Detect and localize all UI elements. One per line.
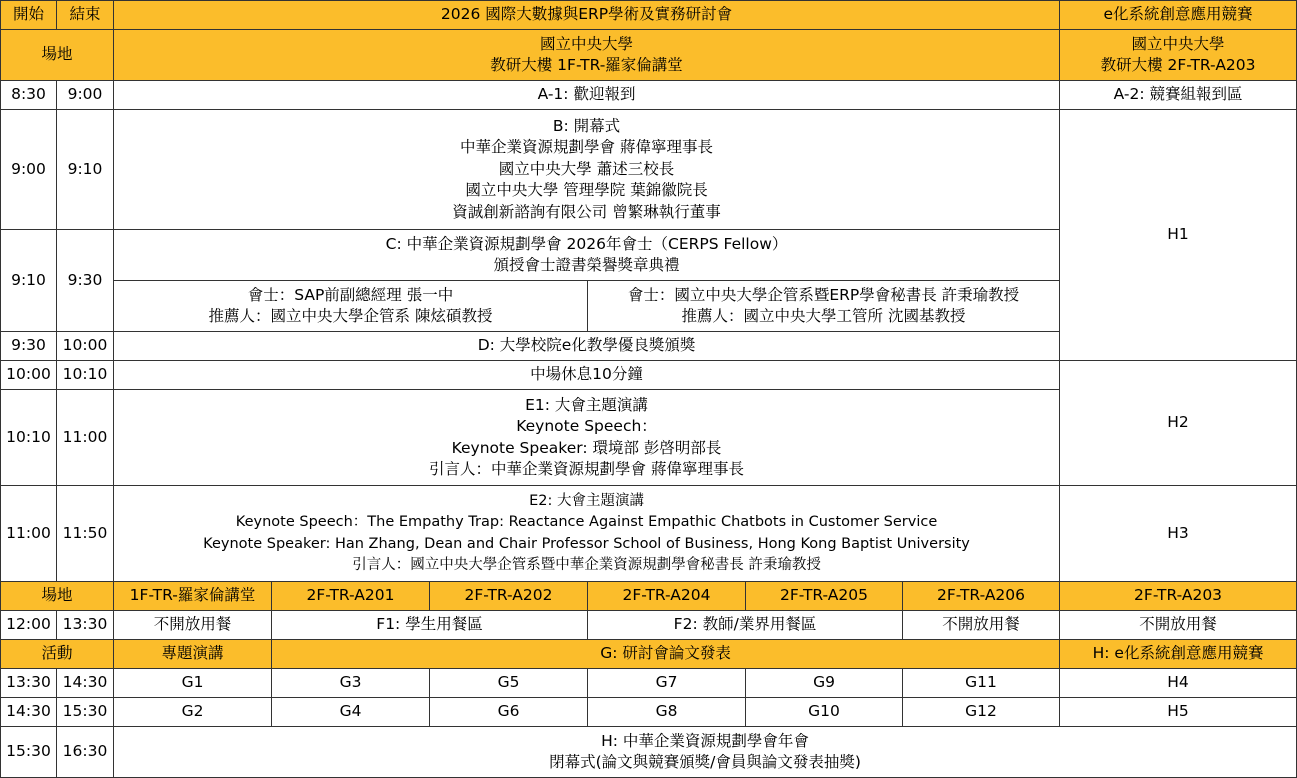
start-header: 開始 <box>1 1 57 30</box>
end-time: 9:10 <box>57 110 114 230</box>
faculty-lunch-area: F2: 教師/業界用餐區 <box>588 611 903 640</box>
keynote-e2-line: Keynote Speaker: Han Zhang, Dean and Chair Professor School of Business, Hong Kong Baptist University <box>203 535 970 552</box>
fellow-right-line: 會士：國立中央大學企管系暨ERP學會秘書長 許秉瑜教授 <box>627 285 1020 304</box>
end-header: 結束 <box>57 1 114 30</box>
opening-line: 國立中央大學 管理學院 葉錦徽院長 <box>465 181 708 200</box>
fellow-line: 頒授會士證書榮譽獎章典禮 <box>493 256 680 274</box>
start-time: 14:30 <box>1 698 57 727</box>
competition-h3: H3 <box>1060 486 1297 582</box>
start-time: 12:00 <box>1 611 57 640</box>
start-time: 15:30 <box>1 727 57 778</box>
room-cell: 2F-TR-A205 <box>746 582 903 611</box>
session-cell: G9 <box>746 669 903 698</box>
keynote-e1 <box>114 390 1060 486</box>
end-time: 14:30 <box>57 669 114 698</box>
session-b-row <box>1 110 1297 230</box>
session-cell: G4 <box>272 698 430 727</box>
session-a-row <box>1 81 1297 110</box>
keynote-e1-line: 引言人：中華企業資源規劃學會 蔣偉寧理事長 <box>429 460 744 478</box>
teaching-award: D: 大學校院e化教學優良獎頒獎 <box>114 332 1060 361</box>
side-venue-line: 教研大樓 2F-TR-A203 <box>1100 56 1256 74</box>
opening-line: 資誠創新諮詢有限公司 曾繁琳執行董事 <box>452 202 721 221</box>
opening-ceremony <box>114 110 1060 230</box>
closing-line: H: 中華企業資源規劃學會年會 <box>601 731 809 750</box>
end-time: 16:30 <box>57 727 114 778</box>
session-cell: G7 <box>588 669 746 698</box>
session-e2-row <box>1 486 1297 582</box>
session-cell: G8 <box>588 698 746 727</box>
main-venue-line: 國立中央大學 <box>540 34 634 53</box>
session-row <box>1 669 1297 698</box>
session-cell: G3 <box>272 669 430 698</box>
session-cell: G12 <box>903 698 1060 727</box>
activities-label: 活動 <box>1 640 114 669</box>
keynote-e1-line: Keynote Speech： <box>516 417 657 435</box>
end-time: 9:00 <box>57 81 114 110</box>
paper-session-label: G: 研討會論文發表 <box>272 640 1060 669</box>
fellow-left-line: 會士：SAP前副總經理 張一中 <box>247 285 454 304</box>
header-row <box>1 1 1297 30</box>
end-time: 9:30 <box>57 230 114 332</box>
opening-line: B: 開幕式 <box>552 116 621 135</box>
break-row <box>1 361 1297 390</box>
fellow-right <box>588 281 1060 332</box>
session-a1: A-1: 歡迎報到 <box>114 81 1060 110</box>
session-cell: G11 <box>903 669 1060 698</box>
competition-title: e化系統創意應用競賽 <box>1060 1 1297 30</box>
start-time: 10:00 <box>1 361 57 390</box>
opening-line: 中華企業資源規劃學會 蔣偉寧理事長 <box>460 138 713 157</box>
room-cell: 1F-TR-羅家倫講堂 <box>114 582 272 611</box>
fellow-right-line: 推薦人：國立中央大學工管所 沈國基教授 <box>681 307 966 325</box>
closing-ceremony <box>114 727 1297 778</box>
session-row <box>1 698 1297 727</box>
room-cell: 2F-TR-A204 <box>588 582 746 611</box>
venue-row <box>1 30 1297 81</box>
main-venue <box>114 30 1060 81</box>
end-time: 15:30 <box>57 698 114 727</box>
end-time: 10:10 <box>57 361 114 390</box>
side-venue <box>1060 30 1297 81</box>
keynote-e1-line: E1: 大會主題演講 <box>525 395 648 414</box>
session-cell: H5 <box>1060 698 1297 727</box>
lunch-row <box>1 611 1297 640</box>
session-a2: A-2: 競賽組報到區 <box>1060 81 1297 110</box>
end-time: 11:00 <box>57 390 114 486</box>
keynote-e2-line: Keynote Speech：The Empathy Trap: Reactance Against Empathic Chatbots in Customer Service <box>235 514 938 530</box>
break-session: 中場休息10分鐘 <box>114 361 1060 390</box>
room-cell: 2F-TR-A201 <box>272 582 430 611</box>
competition-h1: H1 <box>1060 110 1297 361</box>
start-time: 9:00 <box>1 110 57 230</box>
session-cell: G1 <box>114 669 272 698</box>
opening-line: 國立中央大學 蕭述三校長 <box>498 159 675 178</box>
keynote-e1-line: Keynote Speaker: 環境部 彭啓明部長 <box>451 438 722 457</box>
closing-line: 閉幕式(論文與競賽頒獎/會員與論文發表抽獎) <box>549 753 861 771</box>
venue-label: 場地 <box>1 30 114 81</box>
main-venue-line: 教研大樓 1F-TR-羅家倫講堂 <box>490 56 683 74</box>
session-cell: G2 <box>114 698 272 727</box>
start-time: 11:00 <box>1 486 57 582</box>
conference-title: 2026 國際大數據與ERP學術及實務研討會 <box>114 1 1060 30</box>
activities-row <box>1 640 1297 669</box>
rooms-label: 場地 <box>1 582 114 611</box>
fellow-ceremony <box>114 230 1060 281</box>
session-cell: G6 <box>430 698 588 727</box>
keynote-e2-line: 引言人：國立中央大學企管系暨中華企業資源規劃學會秘書長 許秉瑜教授 <box>352 557 821 573</box>
start-time: 13:30 <box>1 669 57 698</box>
keynote-e2-line: E2: 大會主題演講 <box>529 492 644 509</box>
closing-row <box>1 727 1297 778</box>
session-cell: H4 <box>1060 669 1297 698</box>
start-time: 10:10 <box>1 390 57 486</box>
room-cell: 2F-TR-A202 <box>430 582 588 611</box>
session-cell: G10 <box>746 698 903 727</box>
no-lunch-cell: 不開放用餐 <box>903 611 1060 640</box>
competition-h2: H2 <box>1060 361 1297 486</box>
special-talk-label: 專題演講 <box>114 640 272 669</box>
keynote-e2 <box>114 486 1060 582</box>
room-cell: 2F-TR-A203 <box>1060 582 1297 611</box>
rooms-row <box>1 582 1297 611</box>
start-time: 9:10 <box>1 230 57 332</box>
fellow-line: C: 中華企業資源規劃學會 2026年會士（CERPS Fellow） <box>385 234 788 253</box>
end-time: 11:50 <box>57 486 114 582</box>
fellow-left <box>114 281 588 332</box>
session-cell: G5 <box>430 669 588 698</box>
fellow-left-line: 推薦人：國立中央大學企管系 陳炫碩教授 <box>208 307 493 325</box>
end-time: 13:30 <box>57 611 114 640</box>
start-time: 8:30 <box>1 81 57 110</box>
side-venue-line: 國立中央大學 <box>1131 34 1225 53</box>
room-cell: 2F-TR-A206 <box>903 582 1060 611</box>
no-lunch-cell: 不開放用餐 <box>1060 611 1297 640</box>
competition-label: H: e化系統創意應用競賽 <box>1060 640 1297 669</box>
end-time: 10:00 <box>57 332 114 361</box>
start-time: 9:30 <box>1 332 57 361</box>
student-lunch-area: F1: 學生用餐區 <box>272 611 588 640</box>
no-lunch-cell: 不開放用餐 <box>114 611 272 640</box>
